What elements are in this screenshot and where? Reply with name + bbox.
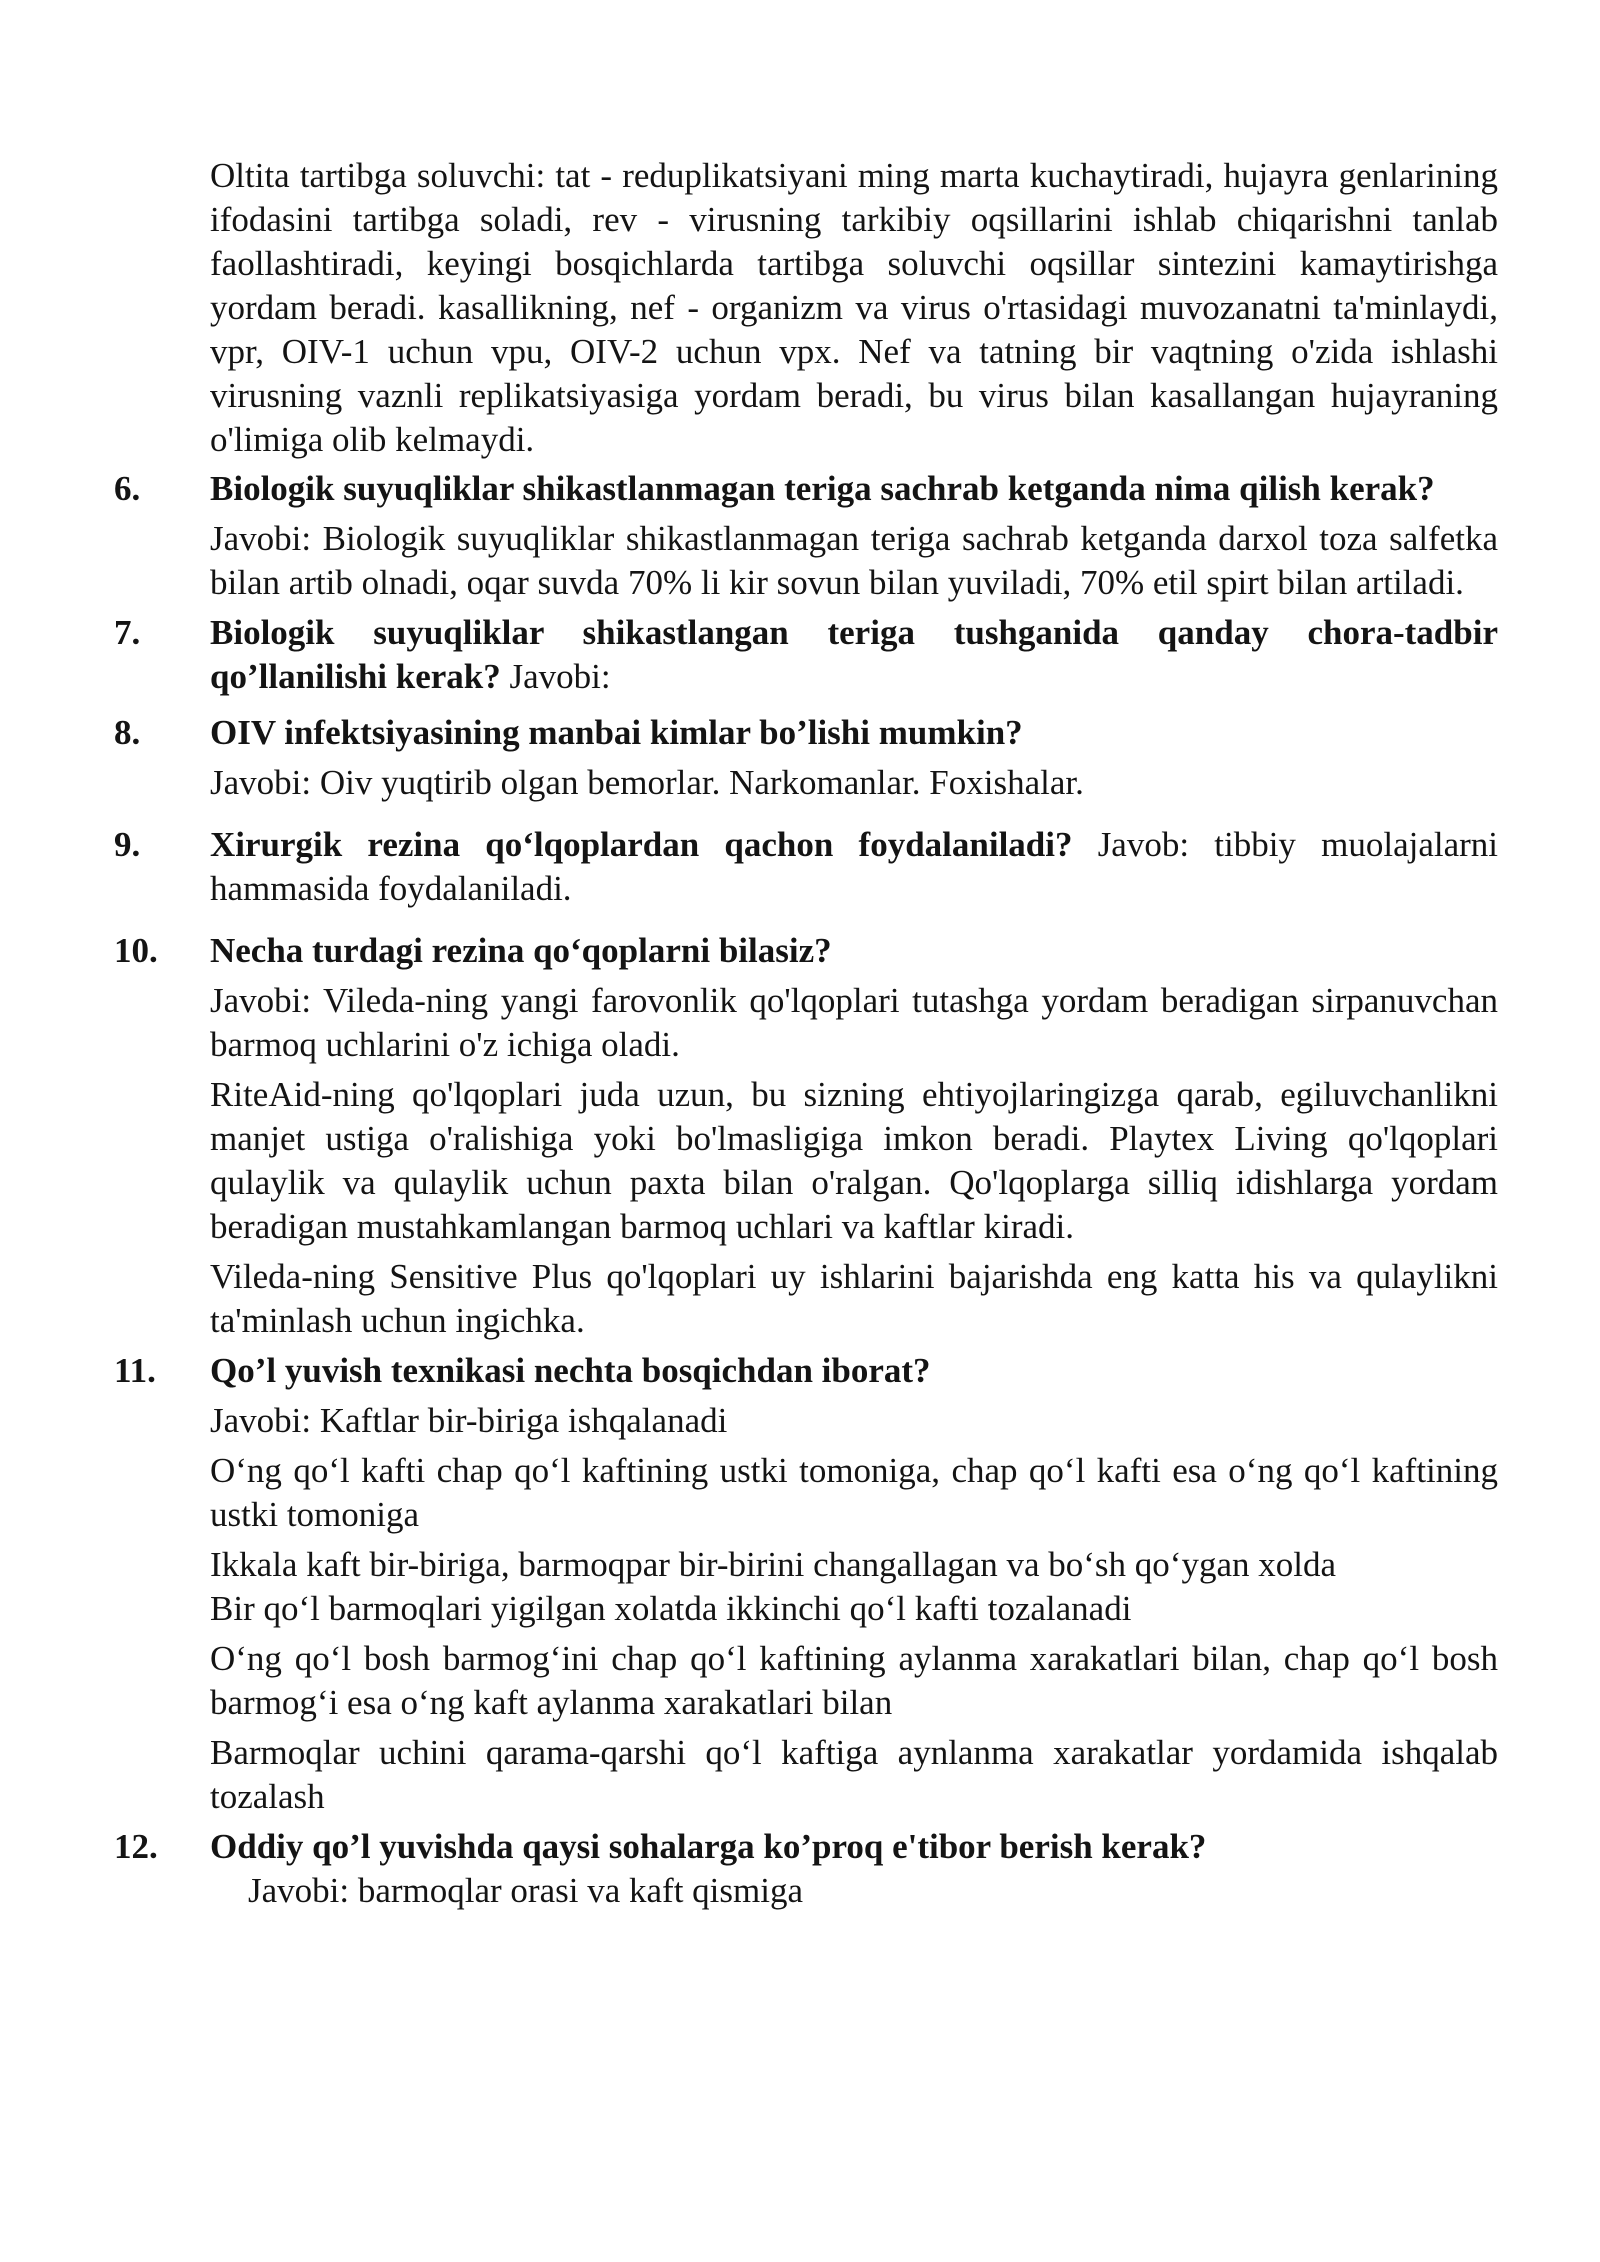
question-body [210,611,1498,699]
answer-text: Javobi: Vileda-ning yangi farovonlik qo'lqoplari tutashga yordam beradigan sirpanuvchan barmoq uchlarini o'z ichiga oladi. [210,981,1498,1064]
question-body [210,929,1498,1343]
question-text: OIV infektsiyasining manbai kimlar bo’lishi mumkin? [210,713,1023,752]
question-item-12 [114,1825,1498,1913]
answer-text: Javobi: Oiv yuqtirib olgan bemorlar. Narkomanlar. Foxishalar. [210,763,1084,802]
answer-step: Barmoqlar uchini qarama-qarshi qo‘l kaftiga aynlanma xarakatlar yordamida ishqalab tozalash [210,1733,1498,1816]
answer-step: Javobi: Kaftlar bir-biriga ishqalanadi [210,1401,728,1440]
question-text: Biologik suyuqliklar shikastlanmagan teriga sachrab ketganda nima qilish kerak? [210,469,1435,508]
question-text: Xirurgik rezina qo‘lqoplardan qachon foydalaniladi? Javob: tibbiy muolajalarni hammasida foydalaniladi. [210,825,1499,908]
question-number: 7. [114,613,141,652]
question-body [210,823,1498,911]
answer-step: O‘ng qo‘l kafti chap qo‘l kaftining ustki tomoniga, chap qo‘l kafti esa o‘ng qo‘l kaftining ustki tomoniga [210,1451,1498,1534]
question-body [210,711,1498,805]
answer-text: Javobi: barmoqlar orasi va kaft qismiga [248,1871,803,1910]
answer-inline: Javobi: [500,657,611,696]
question-text: Oddiy qo’l yuvishda qaysi sohalarga ko’proq e'tibor berish kerak? [210,1827,1207,1866]
question-number: 11. [114,1351,156,1390]
answer-text: RiteAid-ning qo'lqoplari juda uzun, bu sizning ehtiyojlaringizga qarab, egiluvchanlikni manjet ustiga o'ralishiga yoki bo'lmasligiga imkon beradi. Playtex Living qo'lqoplari qulaylik va qulaylik uchun paxta bilan o'ralgan. Qo'lqoplarga silliq idishlarga yordam beradigan mustahkamlangan barmoq uchlari va kaftlar kiradi. [210,1075,1498,1246]
answer-inline: Javob: tibbiy muolajalarni hammasida foydalaniladi. [210,825,1499,908]
question-item-7 [114,611,1498,699]
question-list [114,467,1498,1913]
answer-step: Bir qo‘l barmoqlari yigilgan xolatda ikkinchi qo‘l kafti tozalanadi [210,1589,1132,1628]
answer-text: Vileda-ning Sensitive Plus qo'lqoplari uy ishlarini bajarishda eng katta his va qulaylikni ta'minlash uchun ingichka. [210,1257,1498,1340]
intro-paragraph: Oltita tartibga soluvchi: tat - reduplikatsiyani ming marta kuchaytiradi, hujayra genlarining ifodasini tartibga soladi, rev - virusning tarkibiy oqsillarini ishlab chiqarishni tanlab faollashtiradi, keyingi bosqichlarda tartibga soluvchi oqsillar sintezini kamaytirishga yordam beradi. kasallikning, nef - organizm va virus o'rtasidagi muvozanatni ta'minlaydi, vpr, OIV-1 uchun vpu, OIV-2 uchun vpx. Nef va tatning bir vaqtning o'zida ishlashi virusning vaznli replikatsiyasiga yordam beradi, bu virus bilan kasallangan hujayraning o'limiga olib kelmaydi. [210,156,1498,459]
question-item-6 [114,467,1498,605]
question-text: Biologik suyuqliklar shikastlangan teriga tushganida qanday chora-tadbir qo’llanilishi kerak? Javobi: [210,613,1498,696]
question-number: 10. [114,931,158,970]
answer-text: Javobi: Biologik suyuqliklar shikastlanmagan teriga sachrab ketganda darxol toza salfetka bilan artib olnadi, oqar suvda 70% li kir sovun bilan yuviladi, 70% etil spirt bilan artiladi. [210,519,1498,602]
question-item-9 [114,823,1498,911]
question-number: 9. [114,825,141,864]
question-body [210,1825,1498,1913]
answer-step: O‘ng qo‘l bosh barmog‘ini chap qo‘l kaftining aylanma xarakatlari bilan, chap qo‘l bosh barmog‘i esa o‘ng kaft aylanma xarakatlari bilan [210,1639,1498,1722]
answer-step: Ikkala kaft bir-biriga, barmoqpar bir-birini changallagan va bo‘sh qo‘ygan xolda [210,1545,1336,1584]
question-number: 12. [114,1827,158,1866]
question-text: Qo’l yuvish texnikasi nechta bosqichdan iborat? [210,1351,931,1390]
question-number: 8. [114,713,141,752]
question-text: Necha turdagi rezina qo‘qoplarni bilasiz? [210,931,832,970]
question-number: 6. [114,469,141,508]
question-item-8 [114,711,1498,805]
question-item-10 [114,929,1498,1343]
question-body [210,1349,1498,1819]
question-item-11 [114,1349,1498,1819]
question-body [210,467,1498,605]
